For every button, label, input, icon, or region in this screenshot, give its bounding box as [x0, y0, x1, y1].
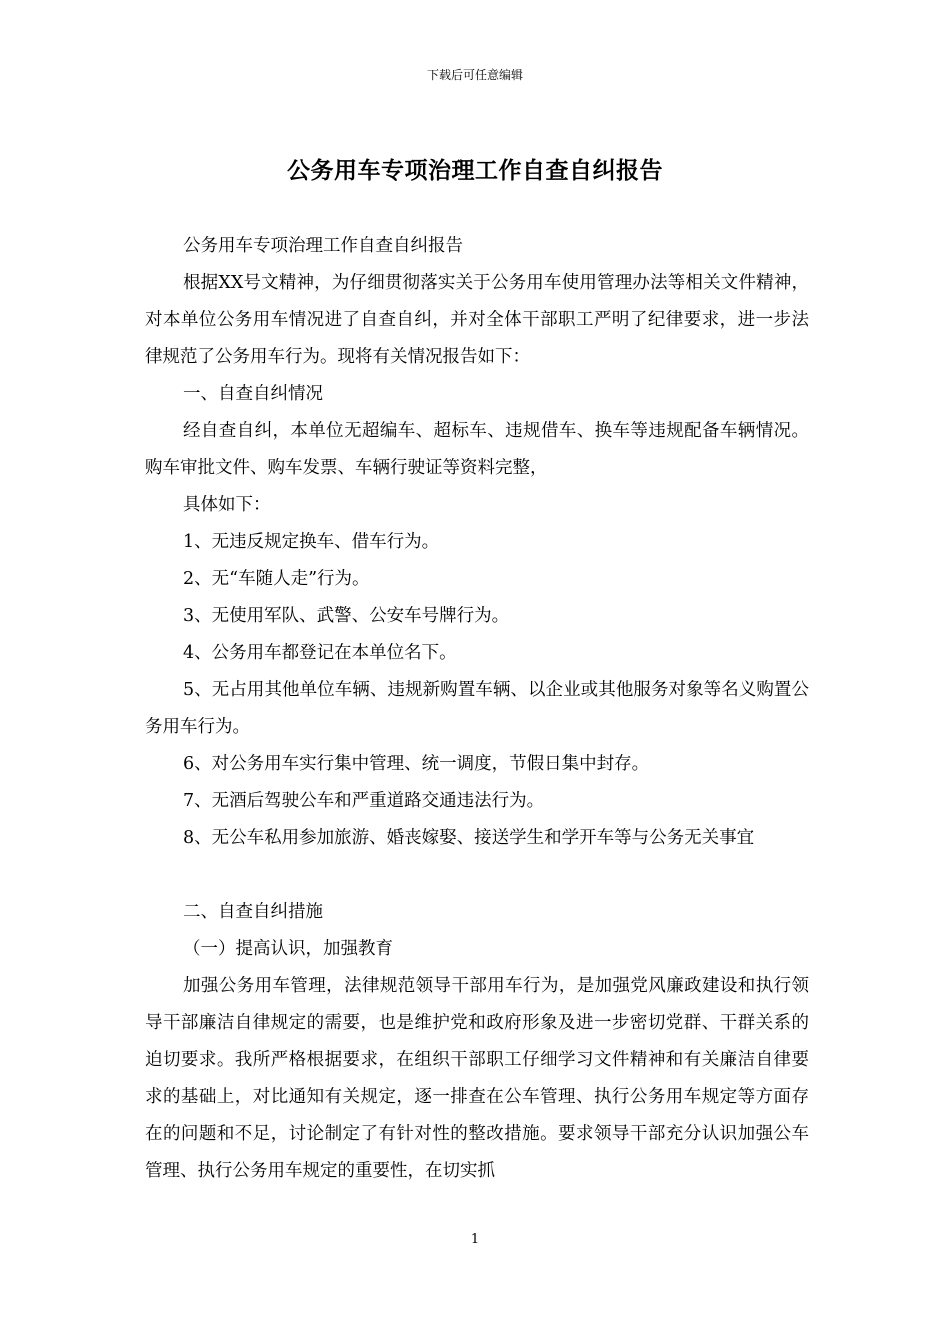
list-item-2: 2、无“车随人走”行为。 [183, 569, 370, 589]
document-title: 公务用车专项治理工作自查自纠报告 [287, 157, 663, 184]
document-body [145, 228, 809, 1190]
subsection-heading-1: （一）提高认识，加强教育 [183, 939, 393, 959]
paragraph-intro: 根据XX号文精神，为仔细贯彻落实关于公务用车使用管理办法等相关文件精神，对本单位公务用车情况进了自查自纠，并对全体干部职工严明了纪律要求，进一步法律规范了公务用车行为。现将有关情况报告如下： [145, 273, 809, 367]
page-header: 下载后可任意编辑 [426, 68, 523, 82]
list-item-1: 1、无违反规定换车、借车行为。 [183, 532, 440, 552]
paragraph-details-lead: 具体如下： [183, 495, 271, 515]
list-item-3: 3、无使用军队、武警、公安车号牌行为。 [183, 606, 510, 626]
list-item-4: 4、公务用车都登记在本单位名下。 [183, 643, 457, 663]
paragraph-findings: 经自查自纠，本单位无超编车、超标车、违规借车、换车等违规配备车辆情况。购车审批文件、购车发票、车辆行驶证等资料完整， [145, 421, 809, 478]
paragraph-measures: 加强公务用车管理，法律规范领导干部用车行为，是加强党风廉政建设和执行领导干部廉洁自律规定的需要，也是维护党和政府形象及进一步密切党群、干群关系的迫切要求。我所严格根据要求，在组织干部职工仔细学习文件精神和有关廉洁自律要求的基础上，对比通知有关规定，逐一排查在公车管理、执行公务用车规定等方面存在的问题和不足，讨论制定了有针对性的整改措施。要求领导干部充分认识加强公车管理、执行公务用车规定的重要性，在切实抓 [145, 976, 809, 1181]
section-heading-1: 一、自查自纠情况 [183, 384, 323, 404]
list-item-7: 7、无酒后驾驶公车和严重道路交通违法行为。 [183, 791, 545, 811]
section-heading-2: 二、自查自纠措施 [183, 902, 323, 922]
list-item-8: 8、无公车私用参加旅游、婚丧嫁娶、接送学生和学开车等与公务无关事宜 [183, 828, 755, 848]
page-number: 1 [470, 1232, 480, 1247]
list-item-5: 5、无占用其他单位车辆、违规新购置车辆、以企业或其他服务对象等名义购置公务用车行为。 [145, 680, 809, 737]
paragraph-subtitle: 公务用车专项治理工作自查自纠报告 [183, 236, 463, 256]
list-item-6: 6、对公务用车实行集中管理、统一调度，节假日集中封存。 [183, 754, 650, 774]
